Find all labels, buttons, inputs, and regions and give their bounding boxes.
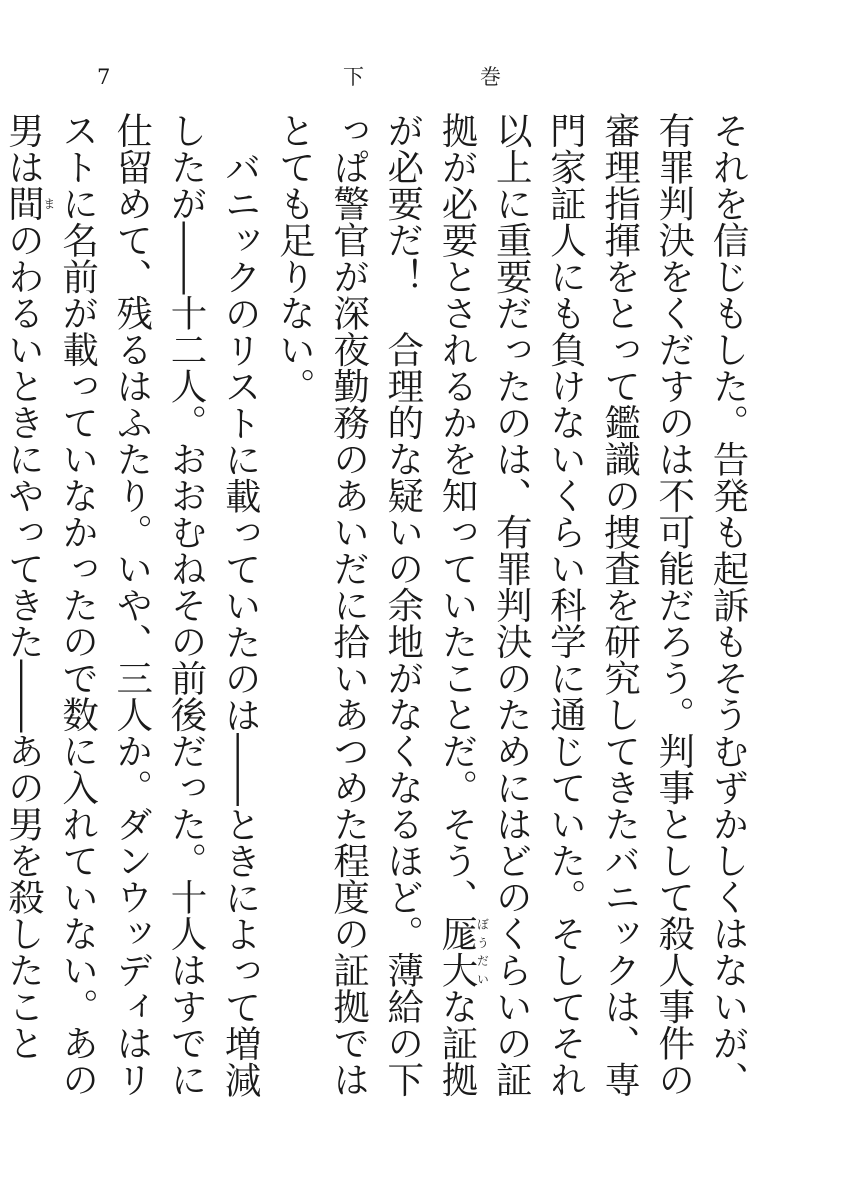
ruby-ma <box>2 185 56 222</box>
paragraph-2-text-cont: のわるいときにやってきた――あの男を殺したこと <box>2 221 46 1061</box>
ruby-bodai <box>435 915 490 988</box>
ruby-reading: ぼうだい <box>475 915 490 988</box>
page-header <box>0 62 841 92</box>
paragraph-2-text: バニックのリストに載っていたのは――ときによって増減したが――十二人。おおむねその前後だった。十人はすでに仕留めて、残るはふたり。いや、三人か。ダンウッディはリストに名前が載っていなかったので数に入れていない。あの男は <box>2 112 263 1098</box>
paragraph-1 <box>267 112 755 1102</box>
running-head-part2: 巻 <box>480 65 501 89</box>
ruby-base: 間 <box>2 185 46 222</box>
vertical-body-text <box>2 112 755 1102</box>
paragraph-1-text: それを信じもした。告発も起訴もそうむずかしくはないが、有罪判決をくだすのは不可能だろう。判事として殺人事件の審理指揮をとって鑑識の捜査を研究してきたバニックは、専門家証人にも負けないくらい科学に通じていた。そしてそれ以上に重要だったのは、有罪判決のためにはどのくらいの証拠が必要とされるかを知っていたことだ。そう、 <box>435 112 750 1098</box>
paragraph-2 <box>0 112 267 1102</box>
ruby-reading: ま <box>41 185 56 222</box>
paragraph-1-text-cont: な証拠が必要だ！ 合理的な疑いの余地がなくなるほど。薄給の下っぱ警官が深夜勤務のあいだに拾いあつめた程度の証拠ではとても足りない。 <box>273 112 479 1098</box>
ruby-base: 厖大 <box>435 915 479 988</box>
running-head-part1: 下 <box>343 65 364 89</box>
page-number: 7 <box>97 65 111 89</box>
